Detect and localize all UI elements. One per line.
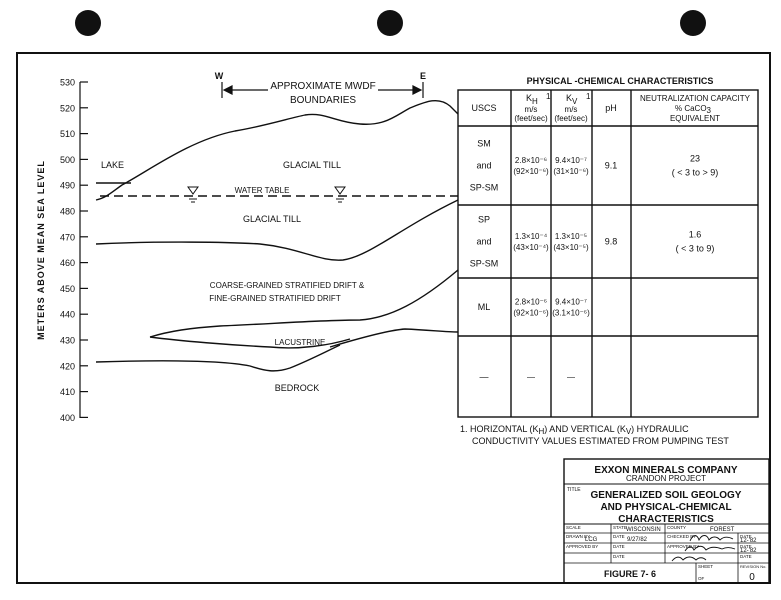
neutralization-cell: ( < 3 to > 9) [671,167,719,178]
svg-text:KH: KH [526,93,538,106]
kh-cell: 2.8×10⁻⁶ [514,297,548,307]
kh-cell: (92×10⁻⁶) [513,167,549,176]
state-value: WISCONSIN [626,527,661,533]
svg-text:m/s: m/s [564,105,578,114]
neutralization-cell: 1.6 [688,229,702,240]
y-tick-label: 520 [59,103,75,114]
neutralization-cell: ( < 3 to 9) [675,243,715,254]
lake-label: LAKE [101,160,125,170]
svg-text:EQUIVALENT: EQUIVALENT [669,114,721,123]
table-title: PHYSICAL -CHEMICAL CHARACTERISTICS [526,76,714,86]
y-tick-label: 530 [59,77,75,88]
svg-text:NEUTRALIZATION CAPACITY: NEUTRALIZATION CAPACITY [640,94,750,103]
date-tag-2: DATE [740,534,752,539]
kh-cell: (92×10⁻⁶) [513,308,549,318]
kv-cell: 9.4×10⁻⁷ [555,156,587,165]
sheet-tag: SHEET [698,564,714,569]
date-tag-4: DATE [740,544,752,549]
stratified-drift-label-line1: COARSE-GRAINED STRATIFIED DRIFT & [209,281,365,290]
ph-cell: 9.8 [604,236,618,247]
uscs-cell: — [479,371,489,382]
uscs-cell: SP [477,214,491,225]
kh-cell: 2.8×10⁻⁶ [514,156,548,165]
approved-by-tag: APPROVED BY [566,544,599,549]
header-kh [514,92,551,123]
y-tick-label: 510 [59,129,75,140]
project-name: CRANDON PROJECT [625,474,707,483]
scale-tag: SCALE [566,525,581,530]
state-tag: STATE [613,525,627,530]
y-tick-label: 450 [59,283,75,294]
svg-text:1: 1 [546,92,551,101]
revision-value: 0 [749,572,755,583]
west-label: W [214,71,224,81]
drawn-date-value: 9/27/82 [627,537,648,543]
y-tick-label: 420 [59,361,75,372]
kv-cell: 9.4×10⁻⁷ [555,297,587,307]
uscs-cell: ML [477,302,491,312]
kv-cell: (3.1×10⁻⁶) [552,308,590,318]
y-tick-label: 490 [59,180,75,191]
table-body [470,139,719,382]
y-tick-label: 410 [59,387,75,398]
uscs-cell: SP-SM [469,258,499,269]
kv-cell: (43×10⁻⁵) [553,243,589,252]
east-label: E [419,71,427,81]
upper-glacial-till-label: GLACIAL TILL [282,160,342,170]
y-tick-label: 460 [59,258,75,269]
bedrock-label: BEDROCK [274,383,320,393]
figure-number: FIGURE 7- 6 [603,569,657,579]
water-table-label: WATER TABLE [234,186,290,195]
date-tag-5: DATE [613,554,625,559]
y-tick-label: 440 [59,309,75,320]
water-table-symbol-left [188,187,198,202]
table-footnote [460,424,729,446]
svg-text:m/s: m/s [524,105,538,114]
header-ph: pH [605,103,617,113]
checked-signature [690,536,733,542]
drawing-title-line1: GENERALIZED SOIL GEOLOGY [590,490,742,501]
drawing-title-line2: AND PHYSICAL-CHEMICAL [600,502,732,513]
county-value: FOREST [710,527,735,533]
y-tick-label: 500 [59,154,75,165]
y-axis-ticks [60,78,88,423]
checked-date-value: 12-'82 [740,538,757,544]
svg-text:(feet/sec): (feet/sec) [514,114,548,123]
third-signature [672,557,706,561]
date-tag-3: DATE [613,544,625,549]
drawn-by-value: LCG [585,537,598,543]
revision-tag: REVISION No. [740,564,767,569]
svg-text:(feet/sec): (feet/sec) [554,114,588,123]
drawn-date-tag: DATE [613,534,625,539]
lower-glacial-till-label: GLACIAL TILL [242,214,302,224]
approved-date-value: 12-'82 [740,548,757,554]
kv-cell: 1.3×10⁻⁵ [554,232,588,241]
y-tick-label: 470 [59,232,75,243]
header-neutralization [640,94,751,123]
kv-cell: — [567,372,575,382]
header-uscs: USCS [471,103,497,113]
uscs-cell: SM [477,138,491,149]
glacial-till-boundary-line [96,200,458,260]
checked-by-tag: CHECKED BY [667,534,697,539]
drawing-title-line3: CHARACTERISTICS [618,514,714,525]
svg-text:1. HORIZONTAL (KH) AND VERTIC: 1. HORIZONTAL (KH) AND VERTICAL (KV) HYDRAULIC [460,424,689,436]
svg-text:% CaCO3: % CaCO3 [674,104,712,115]
mwdf-label-line1: APPROXIMATE MWDF [270,81,376,92]
svg-text:1: 1 [586,92,591,101]
title-tag: TITLE [567,487,581,493]
characteristics-table-grid [458,90,758,417]
uscs-cell: SP-SM [469,182,499,193]
bedrock-surface-line [96,345,340,371]
of-tag: OF [698,576,705,581]
y-tick-label: 480 [59,206,75,217]
stratified-drift-label-line2: FINE-GRAINED STRATIFIED DRIFT [209,294,341,303]
header-kv [554,92,591,123]
y-tick-label: 430 [59,335,75,346]
date-tag-6: DATE [740,554,752,559]
y-tick-label: 400 [59,412,75,423]
kh-cell: (43×10⁻⁴) [513,243,549,252]
svg-text:CONDUCTIVITY VALUES ESTIMATE: CONDUCTIVITY VALUES ESTIMATED FROM PUMPING TEST [472,436,729,446]
kh-cell: — [527,372,535,382]
drawn-by-tag: DRAWN BY [566,534,591,539]
mwdf-label-line2: BOUNDARIES [289,95,357,106]
kh-cell: 1.3×10⁻⁴ [514,232,548,241]
profile-lines [96,101,458,371]
lacustrine-top-line [330,329,458,347]
approved-by-tag-2: APPROVED BY [667,544,700,549]
svg-text:KV: KV [566,93,578,106]
water-table-symbol-right [335,187,345,202]
uscs-cell: and [476,160,492,171]
y-axis-label: METERS ABOVE MEAN SEA LEVEL [36,160,46,340]
lacustrine-label: LACUSTRINE [274,338,326,347]
county-tag: COUNTY [667,525,686,530]
uscs-cell: and [476,236,492,247]
ph-cell: 9.1 [604,160,618,171]
company-name: EXXON MINERALS COMPANY [594,465,738,476]
neutralization-cell: 23 [689,153,701,164]
kv-cell: (31×10⁻⁶) [553,167,589,176]
